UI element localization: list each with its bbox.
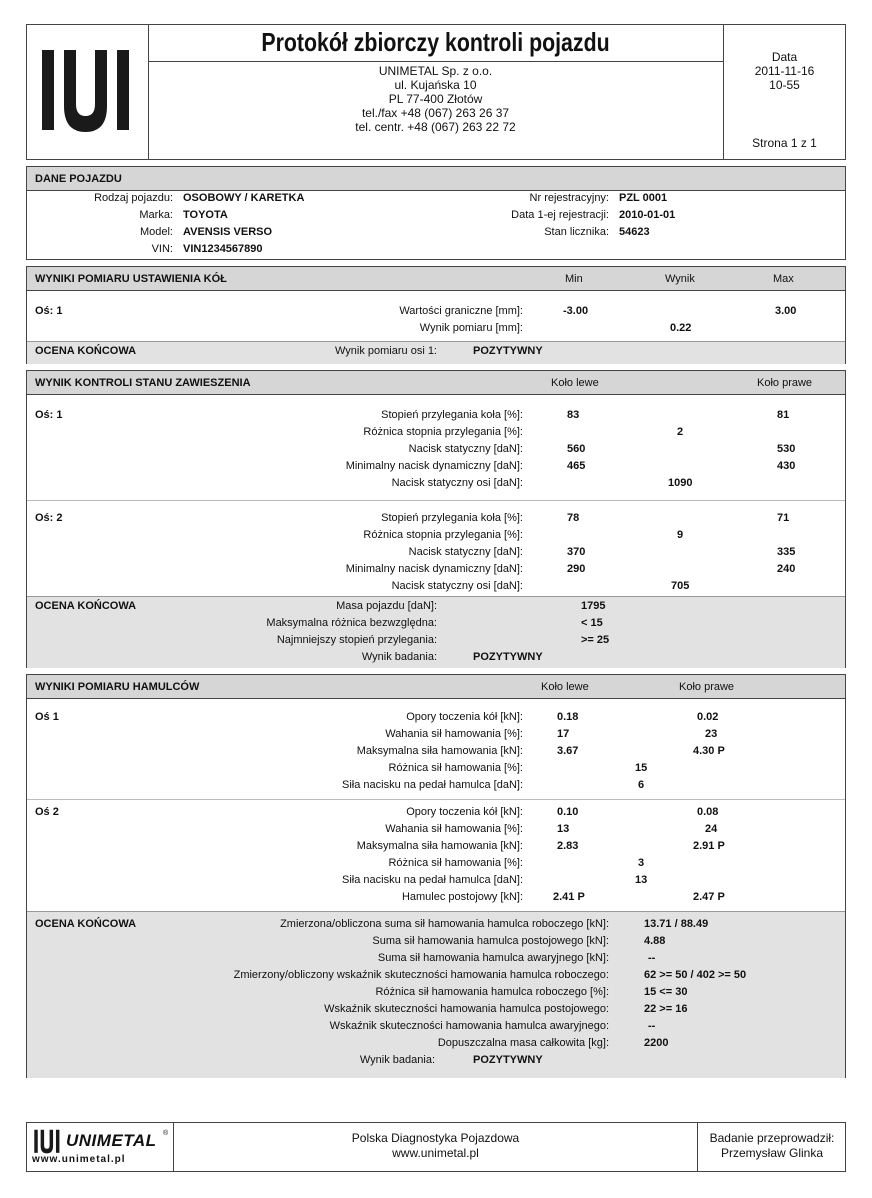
max-difference: < 15 bbox=[581, 617, 603, 629]
final-row-label: Maksymalna różnica bezwzględna: bbox=[266, 617, 437, 629]
logo bbox=[40, 44, 132, 134]
footer-examiner-label: Badanie przeprowadził: bbox=[709, 1131, 835, 1145]
mid-value: 1090 bbox=[668, 477, 693, 489]
field-label: Nr rejestracyjny: bbox=[529, 192, 609, 204]
final-row-label: Wskaźnik skuteczności hamowania hamulca awaryjnego: bbox=[329, 1020, 609, 1032]
footer-brand: UNIMETAL bbox=[66, 1131, 157, 1150]
final-label: OCENA KOŃCOWA bbox=[35, 918, 137, 930]
final-label: OCENA KOŃCOWA bbox=[35, 345, 137, 357]
left-value: 2.41 P bbox=[553, 891, 585, 903]
col-min-header: Min bbox=[565, 273, 583, 285]
row-label: Nacisk statyczny [daN]: bbox=[408, 546, 523, 558]
company-city: PL 77-400 Złotów bbox=[388, 92, 483, 106]
row-label: Różnica sił hamowania [%]: bbox=[388, 762, 523, 774]
field-label: Rodzaj pojazdu: bbox=[94, 192, 173, 204]
right-value: 81 bbox=[777, 409, 790, 421]
right-value: 2.47 P bbox=[693, 891, 725, 903]
left-value: 465 bbox=[567, 460, 586, 472]
row-label: Minimalny nacisk dynamiczny [daN]: bbox=[345, 460, 523, 472]
brakes-section bbox=[26, 674, 846, 1078]
right-value: 430 bbox=[777, 460, 796, 472]
axle-label: Oś 1 bbox=[35, 711, 59, 723]
left-value: 2.83 bbox=[557, 840, 579, 852]
col-max-header: Max bbox=[773, 273, 794, 285]
alignment-section bbox=[26, 266, 846, 364]
left-value: 560 bbox=[567, 443, 586, 455]
field-label: Marka: bbox=[139, 209, 173, 221]
vehicle-make: TOYOTA bbox=[183, 209, 228, 221]
right-value: 240 bbox=[777, 563, 796, 575]
row-label: Siła nacisku na pedał hamulca [daN]: bbox=[342, 779, 523, 791]
brakes-section-title: WYNIKI POMIARU HAMULCÓW bbox=[35, 681, 200, 693]
footer-examiner-name: Przemysław Glinka bbox=[720, 1146, 824, 1160]
suspension-section bbox=[26, 370, 846, 668]
footer-logo bbox=[30, 1128, 170, 1168]
field-label: Data 1-ej rejestracji: bbox=[511, 209, 609, 221]
suspension-section-title: WYNIK KONTROLI STANU ZAWIESZENIA bbox=[35, 377, 251, 389]
footer-url[interactable]: www.unimetal.pl bbox=[32, 1154, 126, 1165]
col-left-header: Koło lewe bbox=[551, 377, 599, 389]
footer-logo-mark-icon bbox=[30, 1128, 64, 1154]
row-label: Różnica stopnia przylegania [%]: bbox=[363, 426, 523, 438]
right-value: 23 bbox=[705, 728, 718, 740]
final-row-label: Suma sił hamowania hamulca awaryjnego [kN]: bbox=[377, 952, 609, 964]
row-label: Stopień przylegania koła [%]: bbox=[381, 512, 523, 524]
first-registration-date: 2010-01-01 bbox=[619, 209, 676, 221]
right-value: 2.91 P bbox=[693, 840, 725, 852]
min-adhesion: >= 25 bbox=[581, 634, 610, 646]
company-street: ul. Kujańska 10 bbox=[394, 78, 477, 92]
registered-mark: ® bbox=[163, 1130, 169, 1137]
right-value: 4.30 P bbox=[693, 745, 725, 757]
alignment-section-title: WYNIKI POMIARU USTAWIENIA KÓŁ bbox=[35, 273, 227, 285]
final-row-value: 2200 bbox=[644, 1037, 669, 1049]
col-right-header: Koło prawe bbox=[757, 377, 813, 389]
right-value: 335 bbox=[777, 546, 796, 558]
final-row-value: 4.88 bbox=[644, 935, 666, 947]
company-name: UNIMETAL Sp. z o.o. bbox=[378, 64, 493, 78]
mid-value: 15 bbox=[635, 762, 648, 774]
page-title: Protokół zbiorczy kontroli pojazdu bbox=[261, 27, 610, 57]
page-number: Strona 1 z 1 bbox=[752, 136, 817, 150]
right-value: 530 bbox=[777, 443, 796, 455]
row-label: Nacisk statyczny osi [daN]: bbox=[391, 477, 523, 489]
result-label: Wynik badania: bbox=[361, 651, 437, 663]
axle-label: Oś: 1 bbox=[35, 409, 63, 421]
limit-max: 3.00 bbox=[775, 305, 797, 317]
mid-value: 9 bbox=[677, 529, 684, 541]
axle-label: Oś: 2 bbox=[35, 512, 63, 524]
row-label: Wahania sił hamowania [%]: bbox=[385, 728, 523, 740]
logo-mark-icon bbox=[40, 44, 132, 134]
mid-value: 2 bbox=[677, 426, 684, 438]
final-label: OCENA KOŃCOWA bbox=[35, 600, 137, 612]
row-label: Różnica stopnia przylegania [%]: bbox=[363, 529, 523, 541]
footer-center-title: Polska Diagnostyka Pojazdowa bbox=[351, 1131, 520, 1145]
right-value: 24 bbox=[705, 823, 718, 835]
left-value: 290 bbox=[567, 563, 586, 575]
vehicle-model: AVENSIS VERSO bbox=[183, 226, 273, 238]
vehicle-mass: 1795 bbox=[581, 600, 606, 612]
mid-value: 6 bbox=[638, 779, 645, 791]
final-row-label: Najmniejszy stopień przylegania: bbox=[276, 634, 437, 646]
row-label: Nacisk statyczny osi [daN]: bbox=[391, 580, 523, 592]
final-row-label: Zmierzony/obliczony wskaźnik skuteczności hamowania hamulca roboczego: bbox=[233, 969, 609, 981]
vehicle-vin: VIN1234567890 bbox=[183, 243, 263, 255]
result-label: Wynik badania: bbox=[359, 1054, 435, 1066]
final-row-value: -- bbox=[648, 1020, 656, 1032]
company-phone2: tel. centr. +48 (067) 263 22 72 bbox=[355, 120, 516, 134]
right-value: 0.08 bbox=[697, 806, 719, 818]
final-row-label: Różnica sił hamowania hamulca roboczego [%]: bbox=[375, 986, 609, 998]
row-label: Różnica sił hamowania [%]: bbox=[388, 857, 523, 869]
row-label: Wartości graniczne [mm]: bbox=[399, 305, 523, 317]
final-row-value: 15 <= 30 bbox=[644, 986, 688, 998]
mid-value: 3 bbox=[638, 857, 645, 869]
footer-center-url[interactable]: www.unimetal.pl bbox=[392, 1146, 479, 1160]
mid-value: 705 bbox=[671, 580, 690, 592]
vehicle-section-title: DANE POJAZDU bbox=[35, 173, 122, 185]
left-value: 370 bbox=[567, 546, 586, 558]
col-result-header: Wynik bbox=[665, 273, 695, 285]
final-row-label: Wskaźnik skuteczności hamowania hamulca postojowego: bbox=[324, 1003, 609, 1015]
row-label: Wahania sił hamowania [%]: bbox=[385, 823, 523, 835]
registration-number: PZL 0001 bbox=[619, 192, 668, 204]
row-label: Siła nacisku na pedał hamulca [daN]: bbox=[342, 874, 523, 886]
result-value: POZYTYWNY bbox=[473, 1054, 543, 1066]
time-value: 10-55 bbox=[769, 78, 800, 92]
vehicle-section bbox=[26, 166, 846, 260]
row-label: Stopień przylegania koła [%]: bbox=[381, 409, 523, 421]
field-label: Stan licznika: bbox=[544, 226, 609, 238]
row-label: Maksymalna siła hamowania [kN]: bbox=[356, 745, 523, 757]
row-label: Hamulec postojowy [kN]: bbox=[401, 891, 523, 903]
final-row-value: -- bbox=[648, 952, 656, 964]
mid-value: 13 bbox=[635, 874, 648, 886]
final-row-label: Suma sił hamowania hamulca postojowego [kN]: bbox=[372, 935, 609, 947]
left-value: 78 bbox=[567, 512, 580, 524]
final-row-value: 13.71 / 88.49 bbox=[644, 918, 709, 930]
right-value: 71 bbox=[777, 512, 790, 524]
result-value: POZYTYWNY bbox=[473, 651, 543, 663]
row-label: Minimalny nacisk dynamiczny [daN]: bbox=[345, 563, 523, 575]
company-phone: tel./fax +48 (067) 263 26 37 bbox=[361, 106, 510, 120]
final-row-label: Zmierzona/obliczona suma sił hamowania hamulca roboczego [kN]: bbox=[280, 918, 609, 930]
date-value: 2011-11-16 bbox=[754, 64, 815, 78]
axle-label: Oś 2 bbox=[35, 806, 59, 818]
row-label: Wynik pomiaru [mm]: bbox=[419, 322, 523, 334]
row-label: Maksymalna siła hamowania [kN]: bbox=[356, 840, 523, 852]
right-value: 0.02 bbox=[697, 711, 719, 723]
final-value: POZYTYWNY bbox=[473, 345, 543, 357]
final-row-value: 62 >= 50 / 402 >= 50 bbox=[644, 969, 747, 981]
left-value: 83 bbox=[567, 409, 580, 421]
row-label: Opory toczenia kół [kN]: bbox=[406, 711, 523, 723]
row-label: Nacisk statyczny [daN]: bbox=[408, 443, 523, 455]
field-label: Model: bbox=[139, 226, 173, 238]
left-value: 0.18 bbox=[557, 711, 579, 723]
col-left-header: Koło lewe bbox=[541, 681, 589, 693]
final-row-label: Masa pojazdu [daN]: bbox=[336, 600, 437, 612]
field-label: VIN: bbox=[151, 243, 173, 255]
axle-label: Oś: 1 bbox=[35, 305, 63, 317]
row-label: Opory toczenia kół [kN]: bbox=[406, 806, 523, 818]
left-value: 0.10 bbox=[557, 806, 579, 818]
limit-min: -3.00 bbox=[563, 305, 589, 317]
col-right-header: Koło prawe bbox=[679, 681, 735, 693]
odometer: 54623 bbox=[619, 226, 650, 238]
final-row-value: 22 >= 16 bbox=[644, 1003, 688, 1015]
date-label: Data bbox=[771, 50, 798, 64]
left-value: 13 bbox=[557, 823, 570, 835]
final-text: Wynik pomiaru osi 1: bbox=[335, 345, 437, 357]
measured-value: 0.22 bbox=[670, 322, 692, 334]
final-row-label: Dopuszczalna masa całkowita [kg]: bbox=[437, 1037, 609, 1049]
vehicle-type: OSOBOWY / KARETKA bbox=[183, 192, 305, 204]
left-value: 3.67 bbox=[557, 745, 579, 757]
left-value: 17 bbox=[557, 728, 570, 740]
